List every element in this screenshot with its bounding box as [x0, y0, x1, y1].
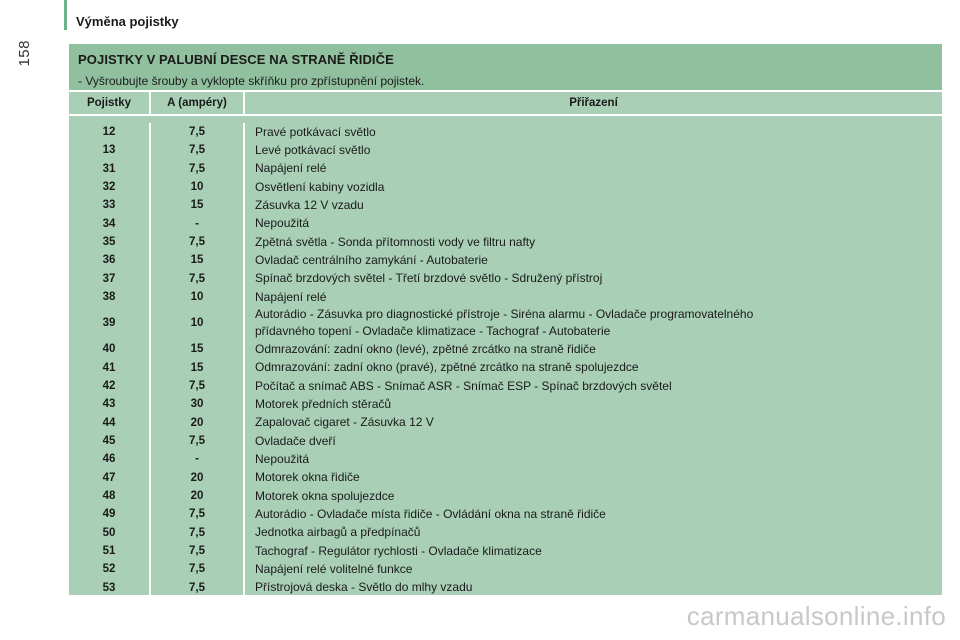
fuse-assignment: Osvětlení kabiny vozidla: [255, 179, 385, 194]
fuse-amps: 7,5: [149, 141, 245, 159]
table-header: [69, 92, 942, 114]
fuse-number: 39: [102, 317, 116, 330]
fuse-assignment: Jednotka airbagů a předpínačů: [255, 525, 421, 540]
fuse-amps: 15: [149, 251, 245, 269]
page-number: 158: [16, 40, 33, 67]
fuse-assignment: Autorádio - Zásuvka pro diagnostické přístroje - Siréna alarmu - Ovladače programovatelného přídavného topení - Ovladače klimatizace - Tachograf - Autobaterie: [255, 307, 754, 339]
fuse-amps: 7,5: [149, 377, 245, 395]
column-header-fuse: Pojistky: [86, 97, 132, 109]
fuse-number: 49: [102, 508, 116, 521]
fuse-assignment: Odmrazování: zadní okno (levé), zpětné zrcátko na straně řidiče: [255, 341, 596, 356]
fuse-number: 43: [102, 398, 116, 411]
fuse-panel: [69, 44, 942, 595]
fuse-number: 36: [102, 254, 116, 267]
fuse-assignment: Tachograf - Regulátor rychlosti - Ovladače klimatizace: [255, 543, 542, 558]
fuse-assignment: Levé potkávací světlo: [255, 142, 371, 157]
fuse-amps: 10: [149, 306, 245, 340]
fuse-amps: 7,5: [149, 505, 245, 523]
fuse-number: 46: [102, 453, 116, 466]
fuse-amps: 20: [149, 469, 245, 487]
fuse-number: 48: [102, 490, 116, 503]
fuse-number: 33: [102, 199, 116, 212]
fuse-assignment: Nepoužitá: [255, 216, 310, 231]
fuse-assignment: Spínač brzdových světel - Třetí brzdové světlo - Sdružený přístroj: [255, 271, 603, 286]
fuse-amps: 15: [149, 196, 245, 214]
panel-intro: - Vyšroubujte šrouby a vyklopte skříňku pro zpřístupnění pojistek.: [78, 74, 425, 88]
fuse-amps: 7,5: [149, 160, 245, 178]
fuse-amps: 7,5: [149, 524, 245, 542]
fuse-assignment: Zpětná světla - Sonda přítomnosti vody ve filtru nafty: [255, 234, 536, 249]
fuse-amps: 15: [149, 359, 245, 377]
fuse-number: 37: [102, 272, 116, 285]
fuse-number: 13: [102, 144, 116, 157]
column-header-assignment: Přiřazení: [569, 97, 618, 109]
fuse-amps: 7,5: [149, 560, 245, 578]
fuse-amps: 7,5: [149, 542, 245, 560]
fuse-assignment: Odmrazování: zadní okno (pravé), zpětné zrcátko na straně spolujezdce: [255, 360, 639, 375]
fuse-amps: 10: [149, 288, 245, 306]
fuse-number: 40: [102, 343, 116, 356]
fuse-assignment: Ovladač centrálního zamykání - Autobaterie: [255, 252, 488, 267]
panel-title: POJISTKY V PALUBNÍ DESCE NA STRANĚ ŘIDIČE: [78, 52, 394, 67]
fuse-assignment: Přístrojová deska - Světlo do mlhy vzadu: [255, 580, 473, 595]
fuse-number: 52: [102, 563, 116, 576]
fuse-number: 51: [102, 545, 116, 558]
fuse-amps: -: [149, 450, 245, 468]
fuse-assignment: Ovladače dveří: [255, 433, 336, 448]
fuse-number: 47: [102, 471, 116, 484]
fuse-amps: 7,5: [149, 123, 245, 141]
fuse-number: 44: [102, 416, 116, 429]
fuse-assignment: Počítač a snímač ABS - Snímač ASR - Snímač ESP - Spínač brzdových světel: [255, 378, 672, 393]
fuse-assignment: Napájení relé volitelné funkce: [255, 561, 413, 576]
fuse-assignment: Zásuvka 12 V vzadu: [255, 197, 364, 212]
fuse-number: 45: [102, 435, 116, 448]
panel-header: [69, 44, 942, 90]
section-title: Výměna pojistky: [76, 14, 179, 29]
fuse-assignment: Autorádio - Ovladače místa řidiče - Ovládání okna na straně řidiče: [255, 506, 606, 521]
fuse-number: 41: [102, 361, 116, 374]
fuse-number: 31: [102, 162, 116, 175]
fuse-assignment: Motorek okna řidiče: [255, 470, 360, 485]
fuse-assignment: Nepoužitá: [255, 451, 310, 466]
fuse-assignment: Motorek předních stěračů: [255, 396, 392, 411]
fuse-amps: 20: [149, 487, 245, 505]
watermark: carmanualsonline.info: [686, 601, 946, 631]
fuse-number: 32: [102, 181, 116, 194]
fuse-assignment: Motorek okna spolujezdce: [255, 488, 395, 503]
fuse-amps: 30: [149, 395, 245, 413]
column-header-amps: A (ampéry): [149, 92, 245, 114]
section-accent-bar: [64, 0, 67, 30]
fuse-amps: 7,5: [149, 432, 245, 450]
fuse-number: 50: [102, 526, 116, 539]
fuse-amps: 7,5: [149, 270, 245, 288]
fuse-amps: 20: [149, 414, 245, 432]
fuse-amps: 7,5: [149, 579, 245, 597]
fuse-assignment: Napájení relé: [255, 161, 327, 176]
fuse-number: 42: [102, 380, 116, 393]
fuse-amps: 15: [149, 340, 245, 358]
fuse-assignment: Pravé potkávací světlo: [255, 124, 376, 139]
fuse-amps: 10: [149, 178, 245, 196]
fuse-number: 34: [102, 217, 116, 230]
fuse-number: 53: [102, 581, 116, 594]
fuse-number: 38: [102, 291, 116, 304]
table-body: [69, 116, 942, 597]
fuse-number: 35: [102, 236, 116, 249]
fuse-number: 12: [102, 126, 116, 139]
fuse-assignment: Zapalovač cigaret - Zásuvka 12 V: [255, 415, 434, 430]
fuse-amps: 7,5: [149, 233, 245, 251]
fuse-assignment: Napájení relé: [255, 289, 327, 304]
fuse-amps: -: [149, 215, 245, 233]
